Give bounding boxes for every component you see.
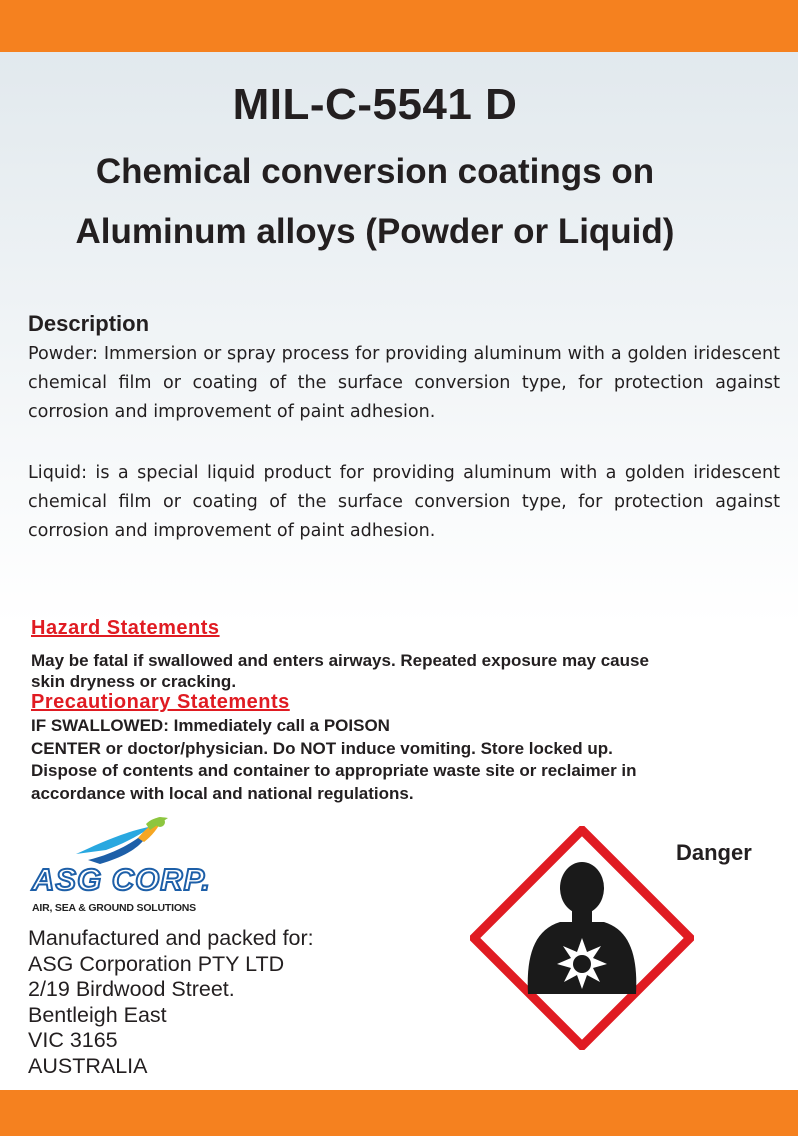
hazard-heading: Hazard Statements — [31, 617, 220, 639]
manufacturer-address — [28, 926, 314, 1079]
signal-word: Danger — [676, 840, 752, 865]
precautionary-line: Dispose of contents and container to appropriate waste site or reclaimer in — [31, 761, 637, 780]
subtitle-line-2: Aluminum alloys (Powder or Liquid) — [75, 212, 675, 251]
hazard-line: May be fatal if swallowed and enters airways. Repeated exposure may cause — [31, 651, 649, 670]
precautionary-line: accordance with local and national regulations. — [31, 783, 414, 803]
asg-corp-logo — [28, 814, 243, 920]
address-line: AUSTRALIA — [28, 1053, 148, 1078]
top-orange-band — [0, 0, 798, 52]
bottom-orange-band — [0, 1090, 798, 1136]
precautionary-line: IF SWALLOWED: Immediately call a POISON — [31, 716, 390, 735]
subtitle-line-1: Chemical conversion coatings on — [95, 152, 655, 191]
hazard-statements — [31, 650, 751, 692]
address-line: ASG Corporation PTY LTD — [28, 951, 285, 976]
address-line: 2/19 Birdwood Street. — [28, 977, 235, 1001]
health-hazard-icon — [470, 826, 694, 1050]
logo-wordmark: ASG CORP. — [32, 862, 211, 897]
address-line: Bentleigh East — [28, 1002, 167, 1027]
address-line: VIC 3165 — [28, 1028, 118, 1052]
precautionary-statements — [31, 715, 761, 805]
precautionary-heading: Precautionary Statements — [31, 691, 290, 713]
precautionary-line: CENTER or doctor/physician. Do NOT induce vomiting. Store locked up. — [31, 738, 613, 758]
description-heading: Description — [28, 311, 150, 336]
address-line: Manufactured and packed for: — [28, 926, 314, 950]
hazard-line: skin dryness or cracking. — [31, 672, 237, 691]
description-powder: Powder: Immersion or spray process for providing aluminum with a golden iridescent chemical film or coating of the surface conversion type, for protection against corrosion and improvement of paint adhesion. — [28, 344, 780, 422]
description-liquid: Liquid: is a special liquid product for providing aluminum with a golden iridescent chemical film or coating of the surface conversion type, for protection against corrosion and improvement of paint adhesion. — [28, 463, 780, 541]
logo-tagline: AIR, SEA & GROUND SOLUTIONS — [32, 902, 196, 914]
spec-title: MIL-C-5541 D — [232, 80, 518, 129]
